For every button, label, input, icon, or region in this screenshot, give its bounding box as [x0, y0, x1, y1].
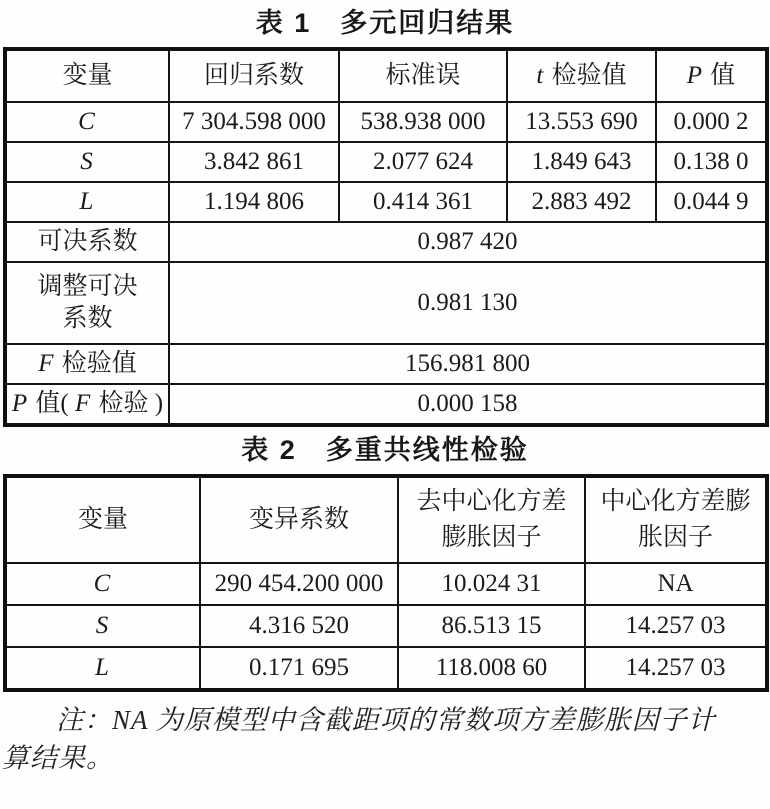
column-header: P 值 [656, 49, 767, 102]
cell-value: 13.553 690 [507, 102, 656, 142]
cell-value: 538.938 000 [339, 102, 507, 142]
header-row [5, 49, 767, 102]
cell-value: 3.842 861 [169, 142, 339, 182]
row-label: F 检验值 [5, 344, 169, 384]
cell-value: 86.513 15 [398, 605, 585, 647]
summary-row [5, 262, 767, 344]
cell-value: 1.849 643 [507, 142, 656, 182]
column-header: 回归系数 [169, 49, 339, 102]
column-header: 去中心化方差 膨胀因子 [398, 476, 585, 563]
cell-value: 7 304.598 000 [169, 102, 339, 142]
footnote: 注：NA 为原模型中含截距项的常数项方差膨胀因子计 算结果。 [2, 705, 716, 773]
row-label: 调整可决 系数 [5, 262, 169, 344]
row-label: S [5, 605, 200, 647]
row-label: C [5, 563, 200, 605]
cell-value: 4.316 520 [200, 605, 398, 647]
cell-value: 0.414 361 [339, 182, 507, 222]
cell-value: 14.257 03 [585, 605, 767, 647]
column-header: 变量 [5, 49, 169, 102]
table-row [5, 102, 767, 142]
table2-body [5, 476, 767, 690]
cell-value: 0.171 695 [200, 647, 398, 690]
summary-row [5, 222, 767, 262]
cell-value: 2.077 624 [339, 142, 507, 182]
row-label: S [5, 142, 169, 182]
header-row [5, 476, 767, 563]
row-label: L [5, 182, 169, 222]
multicollinearity-test-table [3, 474, 769, 692]
cell-value: 2.883 492 [507, 182, 656, 222]
table-row [5, 563, 767, 605]
summary-row [5, 384, 767, 425]
column-header: t 检验值 [507, 49, 656, 102]
table-row [5, 647, 767, 690]
cell-value: 10.024 31 [398, 563, 585, 605]
row-label: 可决系数 [5, 222, 169, 262]
cell-value: 0.138 0 [656, 142, 767, 182]
row-label: P 值( F 检验 ) [5, 384, 169, 425]
table1-title: 表 1 多元回归结果 [255, 8, 515, 38]
cell-value: 0.000 2 [656, 102, 767, 142]
cell-value: 0.981 130 [169, 262, 767, 344]
cell-value: 118.008 60 [398, 647, 585, 690]
column-header: 变量 [5, 476, 200, 563]
cell-value: 290 454.200 000 [200, 563, 398, 605]
cell-value: 156.981 800 [169, 344, 767, 384]
cell-value: 0.044 9 [656, 182, 767, 222]
table2-title: 表 2 多重共线性检验 [241, 435, 529, 465]
cell-value: 1.194 806 [169, 182, 339, 222]
row-label: C [5, 102, 169, 142]
column-header: 变异系数 [200, 476, 398, 563]
column-header: 标准误 [339, 49, 507, 102]
row-label: L [5, 647, 200, 690]
table-row [5, 182, 767, 222]
table-row [5, 605, 767, 647]
cell-value: NA [585, 563, 767, 605]
regression-results-table [3, 47, 769, 427]
table1-body [5, 49, 767, 425]
table-row [5, 142, 767, 182]
column-header: 中心化方差膨 胀因子 [585, 476, 767, 563]
cell-value: 0.000 158 [169, 384, 767, 425]
cell-value: 14.257 03 [585, 647, 767, 690]
summary-row [5, 344, 767, 384]
cell-value: 0.987 420 [169, 222, 767, 262]
